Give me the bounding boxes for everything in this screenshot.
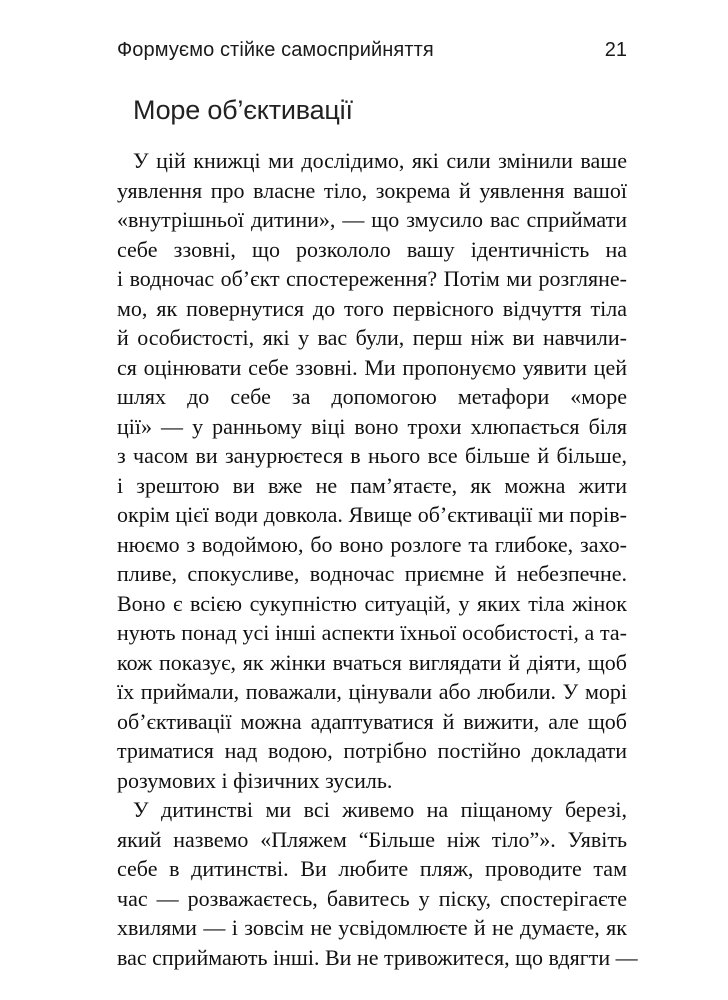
text-line: ся оцінювати себе ззовні. Ми пропонуємо уявити цей <box>117 354 627 380</box>
text-line: їх приймали, поважали, цінували або любили. У морі <box>117 679 627 704</box>
body-text <box>117 146 638 972</box>
text-line: триматися над водою, потрібно постійно докладати <box>117 738 627 763</box>
text-line: хвилями — і зовсім не усвідомлюєте й не думаєте, як <box>117 915 627 940</box>
text-line: У цій книжці ми дослідимо, які сили змінили ваше <box>133 148 627 173</box>
text-line: У дитинстві ми всі живемо на піщаному березі, <box>133 797 627 822</box>
text-line: з часом ви занурюєтеся в нього все більше й більше, <box>117 443 627 468</box>
text-line: нюємо з водоймою, бо воно розлоге та глибоке, захо- <box>117 531 627 557</box>
text-line: себе в дитинстві. Ви любите пляж, проводите там <box>117 856 627 881</box>
text-line: кож показує, як жінки вчаться виглядати й діяти, щоб <box>117 649 627 675</box>
running-head-title: Формуємо стійке самосприйняття <box>117 39 434 61</box>
text-line: об’єктивації можна адаптуватися й вижити, але щоб <box>117 708 627 734</box>
paragraph <box>117 795 638 972</box>
section-title: Море об’єктивації <box>133 95 353 125</box>
text-line: розумових і фізичних зусиль. <box>117 767 393 793</box>
text-line: ції» — у ранньому віці воно трохи хлюпається біля <box>117 413 627 439</box>
page-number: 21 <box>604 39 627 61</box>
text-line: і зрештою ви вже не пам’ятаєте, як можна жити <box>117 472 627 498</box>
text-line: й особистості, які у вас були, перш ніж ви навчили- <box>117 325 627 350</box>
text-line: окрім цієї води довкола. Явище об’єктивації ми порів- <box>117 502 627 527</box>
text-line: уявлення про власне тіло, зокрема й уявлення вашої <box>117 177 627 203</box>
text-line: себе ззовні, що розкололо вашу ідентичність на <box>117 236 627 262</box>
text-line: який назвемо «Пляжем “Більше ніж тіло”». Уявіть <box>117 826 627 852</box>
text-line: пливе, спокусливе, водночас приємне й небезпечне. <box>117 561 627 586</box>
text-line: «внутрішньої дитини», — що змусило вас сприймати <box>117 207 627 232</box>
paragraph <box>117 146 627 795</box>
text-line: Воно є всією сукупністю ситуацій, у яких тіла жінок <box>117 590 627 616</box>
text-line: нують понад усі інші аспекти їхньої особистості, а та- <box>117 620 627 645</box>
text-line: і водночас об’єкт спостереження? Потім ми розгляне- <box>117 266 627 291</box>
text-line: шлях до себе за допомогою метафори «море <box>117 384 627 409</box>
text-line: мо, як повернутися до того первісного відчуття тіла <box>117 295 627 321</box>
text-line: час — розважаєтесь, бавитесь у піску, спостерігаєте <box>117 885 627 911</box>
text-line: вас сприймають інші. Ви не тривожитеся, що вдягти — <box>117 944 638 970</box>
